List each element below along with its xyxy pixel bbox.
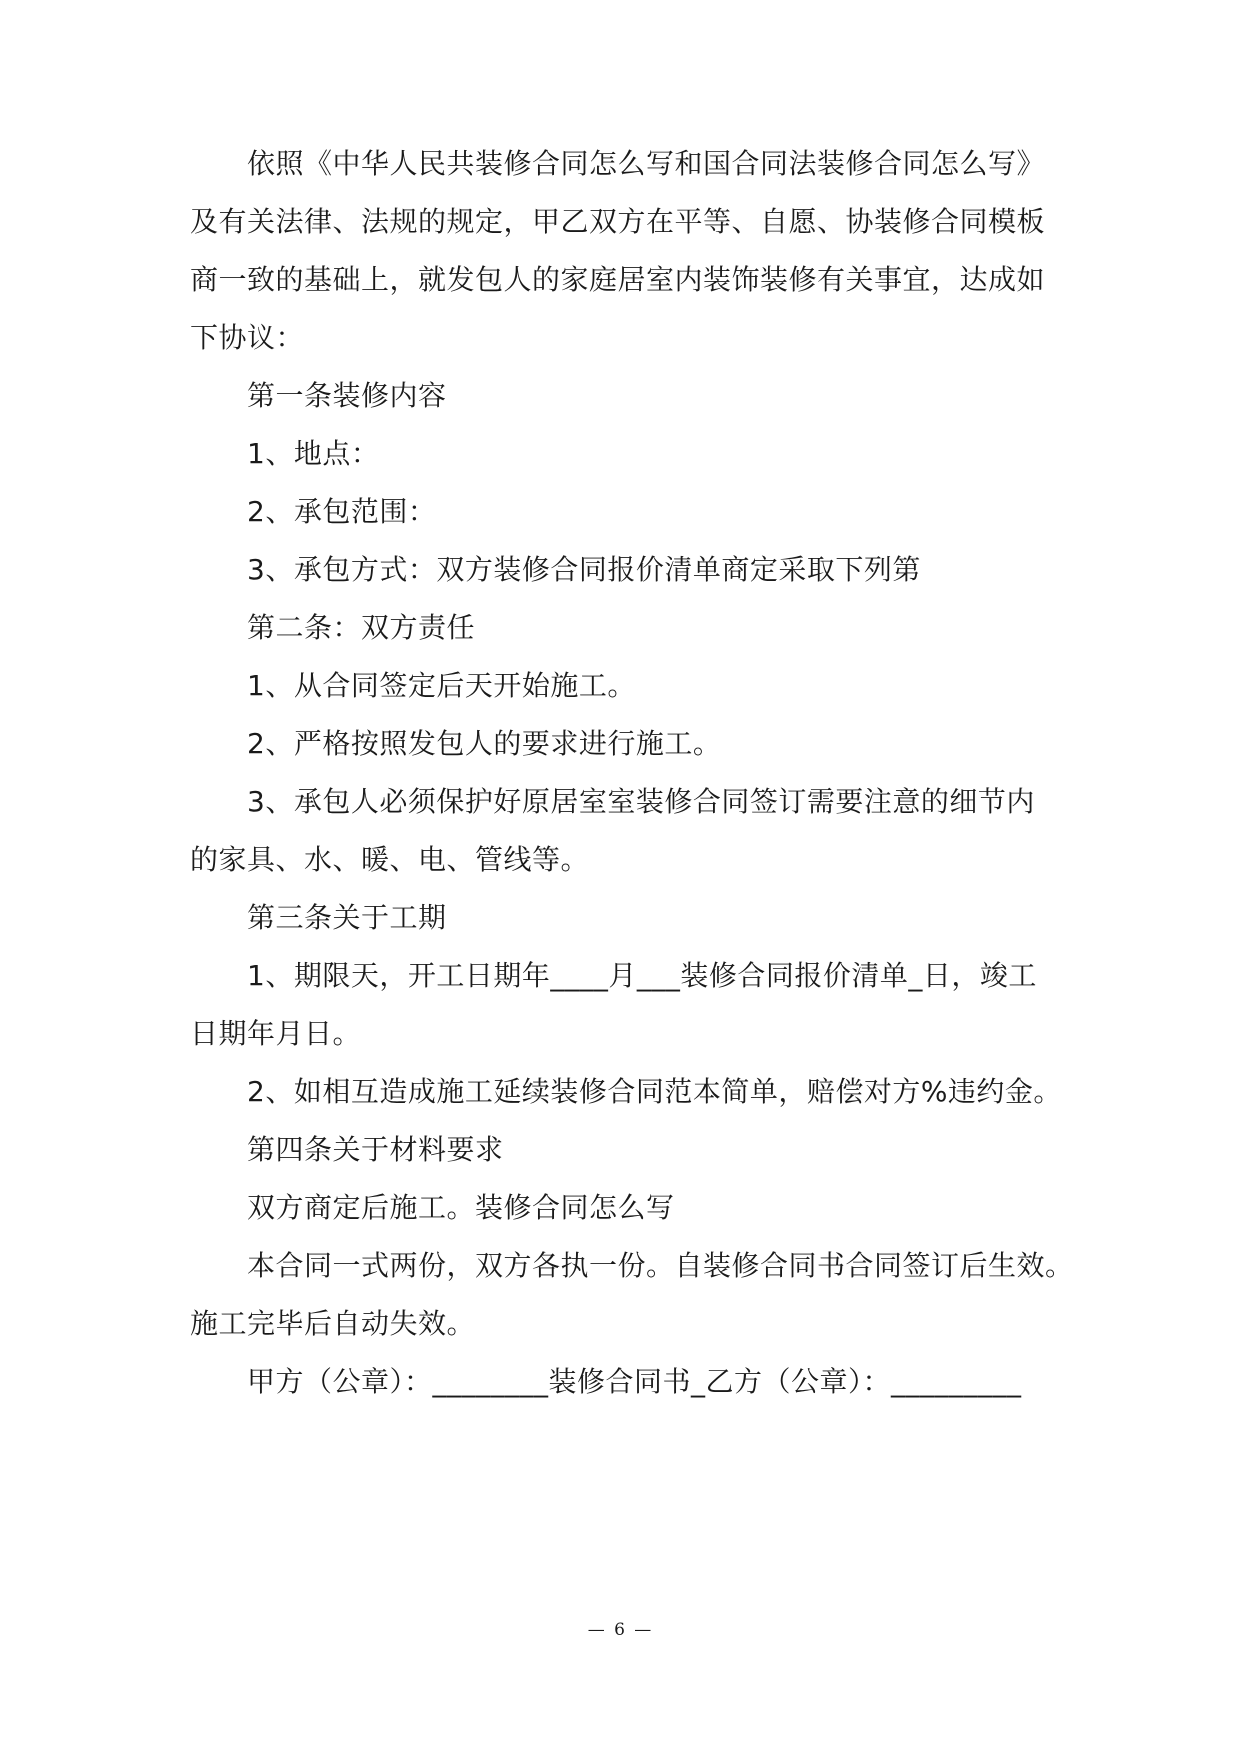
paragraph-intro-line-4: 下协议： xyxy=(190,321,305,354)
article-1-heading: 第一条装修内容 xyxy=(247,379,447,412)
paragraph-intro-line-1: 依照《中华人民共装修合同怎么写和国合同法装修合同怎么写》 xyxy=(247,147,1046,180)
page-number: — 6 — xyxy=(587,1620,654,1640)
article-1-item-2: 2、承包范围： xyxy=(247,495,437,528)
article-2-item-3-line-1: 3、承包人必须保护好原居室室装修合同签订需要注意的细节内 xyxy=(247,785,1035,818)
article-2-item-3-line-2: 的家具、水、暖、电、管线等。 xyxy=(190,843,590,876)
article-4-body: 双方商定后施工。装修合同怎么写 xyxy=(247,1191,675,1224)
article-2-item-2: 2、严格按照发包人的要求进行施工。 xyxy=(247,727,722,760)
article-4-heading: 第四条关于材料要求 xyxy=(247,1133,504,1166)
article-2-item-1: 1、从合同签定后天开始施工。 xyxy=(247,669,636,702)
article-1-item-1: 1、地点： xyxy=(247,437,380,470)
paragraph-intro-line-3: 商一致的基础上，就发包人的家庭居室内装饰装修有关事宜，达成如 xyxy=(190,263,1046,296)
signature-line: 甲方（公章）：________装修合同书_乙方（公章）：_________ xyxy=(247,1365,1022,1398)
article-3-heading: 第三条关于工期 xyxy=(247,901,447,934)
article-2-heading: 第二条：双方责任 xyxy=(247,611,476,644)
closing-paragraph-line-2: 施工完毕后自动失效。 xyxy=(190,1307,476,1340)
article-3-item-1-line-2: 日期年月日。 xyxy=(190,1017,362,1050)
article-3-item-2: 2、如相互造成施工延续装修合同范本简单，赔偿对方%违约金。 xyxy=(247,1075,1062,1108)
paragraph-intro-line-2: 及有关法律、法规的规定，甲乙双方在平等、自愿、协装修合同模板 xyxy=(190,205,1046,238)
closing-paragraph-line-1: 本合同一式两份，双方各执一份。自装修合同书合同签订后生效。 xyxy=(247,1249,1074,1282)
article-1-item-3: 3、承包方式：双方装修合同报价清单商定采取下列第 xyxy=(247,553,921,586)
article-3-item-1-line-1: 1、期限天，开工日期年____月___装修合同报价清单_日，竣工 xyxy=(247,959,1037,992)
